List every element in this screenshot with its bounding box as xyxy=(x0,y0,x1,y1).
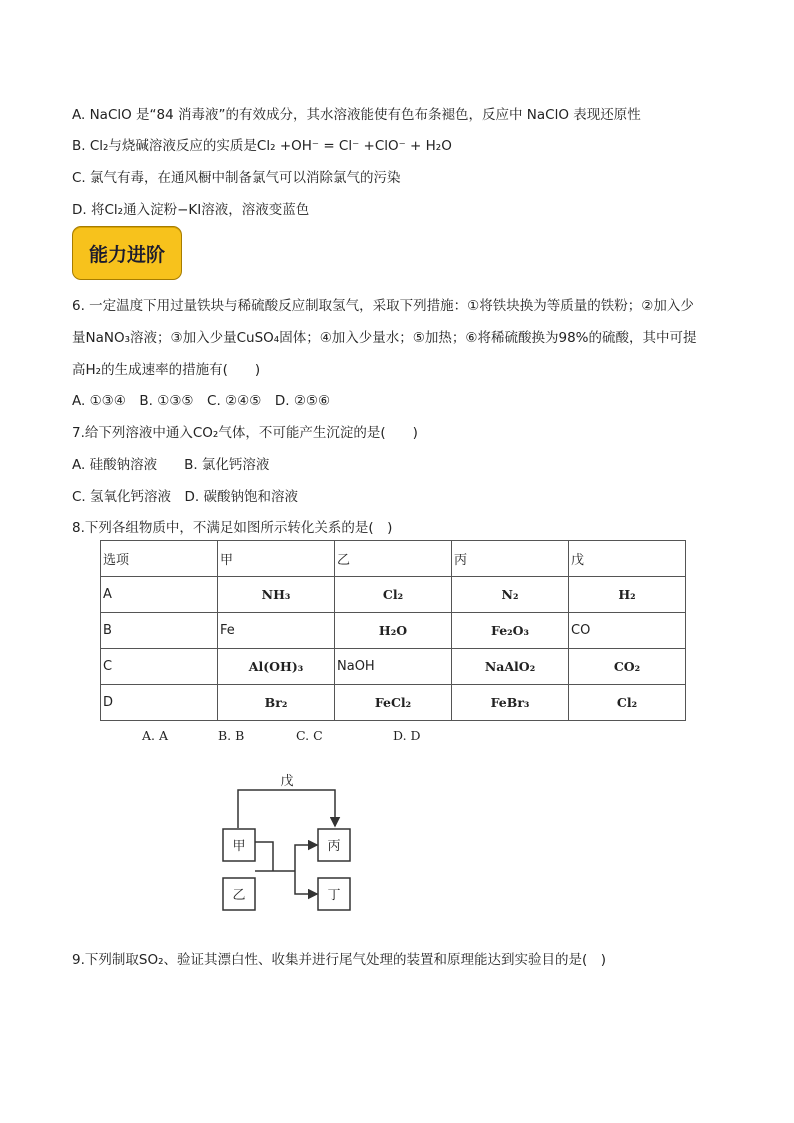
table-cell: CO₂ xyxy=(569,649,686,685)
q8-stem: 8.下列各组物质中，不满足如图所示转化关系的是( ) xyxy=(72,520,393,536)
header-cell: 丙 xyxy=(452,541,569,577)
table-row xyxy=(101,613,686,649)
header-cell: 选项 xyxy=(101,541,218,577)
header-cell: 乙 xyxy=(335,541,452,577)
table-cell: FeCl₂ xyxy=(335,685,452,721)
q5-option-c: C. 氯气有毒，在通风橱中制备氯气可以消除氯气的污染 xyxy=(72,170,401,186)
table-cell: D xyxy=(101,685,218,721)
table-cell: Br₂ xyxy=(218,685,335,721)
q5-option-d: D. 将Cl₂通入淀粉−KI溶液，溶液变蓝色 xyxy=(72,202,310,218)
table-header-row xyxy=(101,541,686,577)
box-yi-label: 乙 xyxy=(232,888,246,903)
table-cell: N₂ xyxy=(452,577,569,613)
jia-connector xyxy=(255,842,273,871)
header-cell: 戊 xyxy=(569,541,686,577)
q7-options-row-2: C. 氢氧化钙溶液 D. 碳酸钠饱和溶液 xyxy=(72,489,298,505)
diagram-label-wu: 戊 xyxy=(280,774,294,789)
table-cell: FeBr₃ xyxy=(452,685,569,721)
table-cell: C xyxy=(101,649,218,685)
table-cell: Fe₂O₃ xyxy=(452,613,569,649)
table-cell: H₂O xyxy=(335,613,452,649)
q7-stem: 7.给下列溶液中通入CO₂气体，不可能产生沉淀的是( ) xyxy=(72,425,418,441)
box-jia-label: 甲 xyxy=(232,839,246,854)
table-cell: NH₃ xyxy=(218,577,335,613)
arrow-to-bing xyxy=(295,845,317,871)
q8-answer-b: B. B xyxy=(218,728,245,743)
table-cell: Al(OH)₃ xyxy=(218,649,335,685)
q5-option-a: A. NaClO 是“84 消毒液”的有效成分，其水溶液能使有色布条褪色，反应中 NaClO 表现还原性 xyxy=(72,107,641,123)
table-cell: Cl₂ xyxy=(569,685,686,721)
q8-table xyxy=(100,540,686,721)
q8-answer-a: A. A xyxy=(142,728,169,743)
q6-stem-line-3: 高H₂的生成速率的措施有( ) xyxy=(72,362,261,378)
box-bing-label: 丙 xyxy=(327,839,341,854)
q6-stem-line-1: 6. 一定温度下用过量铁块与稀硫酸反应制取氢气，采取下列措施：①将铁块换为等质量的铁粉；②加入少 xyxy=(72,298,694,314)
top-loop-line xyxy=(238,790,335,828)
section-badge: 能力进阶 xyxy=(72,226,182,280)
q8-answer-c: C. C xyxy=(296,728,323,743)
table-cell: NaAlO₂ xyxy=(452,649,569,685)
table-row xyxy=(101,649,686,685)
table-row xyxy=(101,577,686,613)
table-cell: B xyxy=(101,613,218,649)
table-cell: H₂ xyxy=(569,577,686,613)
q6-stem-line-2: 量NaNO₃溶液；③加入少量CuSO₄固体；④加入少量水；⑤加热；⑥将稀硫酸换为98%的硫酸，其中可提 xyxy=(72,330,697,346)
table-cell: Cl₂ xyxy=(335,577,452,613)
q9-stem: 9.下列制取SO₂、验证其漂白性、收集并进行尾气处理的装置和原理能达到实验目的是( ) xyxy=(72,952,607,968)
table-cell: Fe xyxy=(218,613,335,649)
q7-options-row-1: A. 硅酸钠溶液 B. 氯化钙溶液 xyxy=(72,457,270,473)
table-row xyxy=(101,685,686,721)
q5-option-b: B. Cl₂与烧碱溶液反应的实质是Cl₂ +OH⁻ = Cl⁻ +ClO⁻ + H₂O xyxy=(72,138,452,154)
table-cell: CO xyxy=(569,613,686,649)
box-ding-label: 丁 xyxy=(327,888,341,903)
table-cell: NaOH xyxy=(335,649,452,685)
table-cell: A xyxy=(101,577,218,613)
header-cell: 甲 xyxy=(218,541,335,577)
q8-answer-d: D. D xyxy=(393,728,421,743)
arrow-to-ding xyxy=(295,871,317,894)
q6-options: A. ①③④ B. ①③⑤ C. ②④⑤ D. ②⑤⑥ xyxy=(72,393,331,409)
q8-transformation-diagram xyxy=(215,768,360,916)
